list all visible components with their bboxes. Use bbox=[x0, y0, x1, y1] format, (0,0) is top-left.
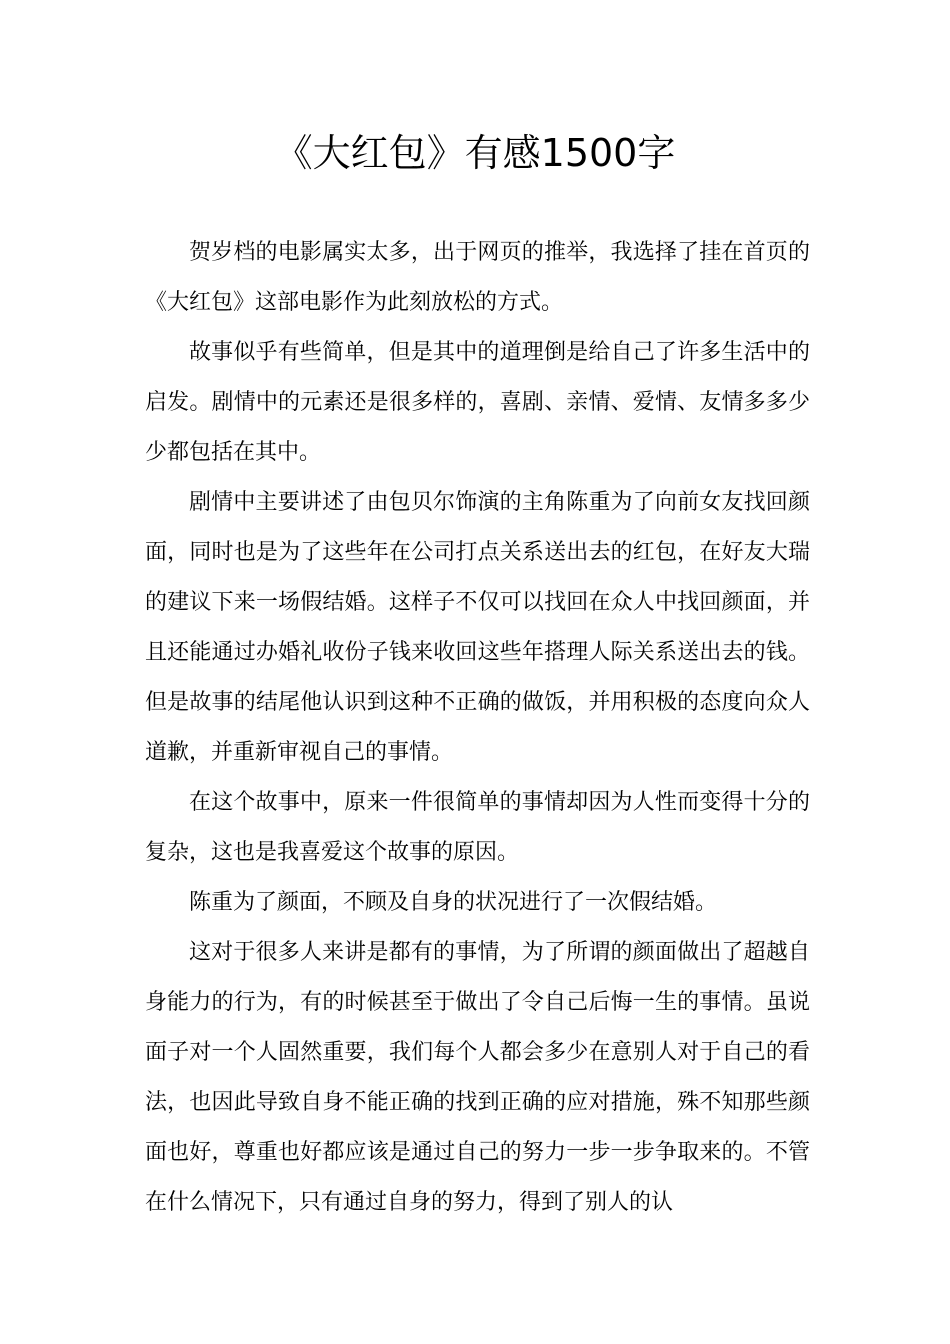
paragraph: 贺岁档的电影属实太多，出于网页的推举，我选择了挂在首页的《大红包》这部电影作为此刻放松的方式。 bbox=[145, 240, 810, 315]
paragraph: 剧情中主要讲述了由包贝尔饰演的主角陈重为了向前女友找回颜面，同时也是为了这些年在公司打点关系送出去的红包，在好友大瑞的建议下来一场假结婚。这样子不仅可以找回在众人中找回颜面，并且还能通过办婚礼收份子钱来收回这些年搭理人际关系送出去的钱。但是故事的结尾他认识到这种不正确的做饭，并用积极的态度向众人道歉，并重新审视自己的事情。 bbox=[145, 490, 810, 765]
document-title: 《大红包》有感1500字 bbox=[274, 131, 676, 175]
document-body bbox=[145, 228, 810, 1228]
paragraph: 故事似乎有些简单，但是其中的道理倒是给自己了许多生活中的启发。剧情中的元素还是很多样的，喜剧、亲情、爱情、友情多多少少都包括在其中。 bbox=[145, 340, 810, 465]
paragraph: 在这个故事中，原来一件很简单的事情却因为人性而变得十分的复杂，这也是我喜爱这个故事的原因。 bbox=[145, 790, 810, 865]
paragraph: 陈重为了颜面，不顾及自身的状况进行了一次假结婚。 bbox=[189, 890, 718, 915]
paragraph: 这对于很多人来讲是都有的事情，为了所谓的颜面做出了超越自身能力的行为，有的时候甚至于做出了令自己后悔一生的事情。虽说面子对一个人固然重要，我们每个人都会多少在意别人对于自己的看法，也因此导致自身不能正确的找到正确的应对措施，殊不知那些颜面也好，尊重也好都应该是通过自己的努力一步一步争取来的。不管在什么情况下，只有通过自身的努力，得到了别人的认 bbox=[145, 940, 810, 1215]
